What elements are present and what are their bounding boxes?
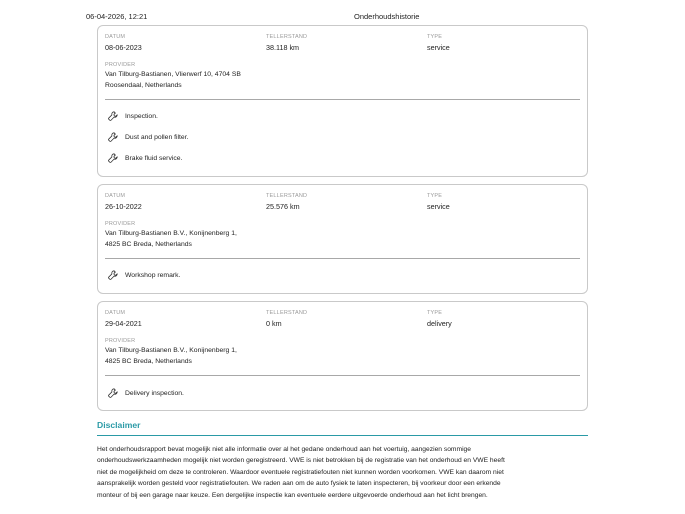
divider bbox=[105, 99, 580, 100]
provider-line: 4825 BC Breda, Netherlands bbox=[105, 241, 192, 248]
disclaimer-divider bbox=[97, 435, 588, 436]
disclaimer-title: Disclaimer bbox=[97, 420, 141, 430]
record-date: 29-04-2021 bbox=[105, 319, 142, 328]
provider-line: 4825 BC Breda, Netherlands bbox=[105, 358, 192, 365]
maintenance-record-2 bbox=[97, 184, 588, 294]
mileage-label: TELLERSTAND bbox=[266, 34, 308, 40]
service-item-label: Brake fluid service. bbox=[125, 154, 183, 162]
provider-label: PROVIDER bbox=[105, 221, 136, 227]
disclaimer-line: aansprakelijk worden gesteld voor registratiefouten. We raden aan om de auto fysiek te laten inspecteren, bij voorkeur door een erkende bbox=[97, 480, 501, 488]
disclaimer-line: onderhoudswerkzaamheden mogelijk niet worden geregistreerd. VWE is niet betrokken bij de registratie van het onderhoud en VWE heeft bbox=[97, 457, 505, 465]
service-item bbox=[107, 130, 188, 144]
service-item-label: Inspection. bbox=[125, 112, 158, 120]
provider-line: Van Tilburg-Bastianen B.V., Konijnenberg 1, bbox=[105, 347, 237, 354]
service-item bbox=[107, 151, 182, 165]
record-provider bbox=[105, 69, 275, 91]
service-item-label: Delivery inspection. bbox=[125, 389, 184, 397]
record-mileage: 38.118 km bbox=[266, 43, 300, 52]
wrench-icon bbox=[107, 152, 119, 164]
record-provider bbox=[105, 228, 275, 250]
wrench-icon bbox=[107, 110, 119, 122]
type-label: TYPE bbox=[427, 310, 443, 316]
wrench-icon bbox=[107, 131, 119, 143]
page-title: Onderhoudshistorie bbox=[354, 12, 420, 21]
maintenance-record-1 bbox=[97, 25, 588, 177]
disclaimer-line: niet de mogelijkheid om deze te controleren. Waardoor eventuele registratiefouten niet kunnen worden voorkomen. VWE kan daarom niet bbox=[97, 468, 504, 476]
divider bbox=[105, 258, 580, 259]
type-label: TYPE bbox=[427, 193, 443, 199]
record-date: 08-06-2023 bbox=[105, 43, 142, 52]
record-type: service bbox=[427, 43, 450, 52]
provider-label: PROVIDER bbox=[105, 338, 136, 344]
wrench-icon bbox=[107, 269, 119, 281]
type-label: TYPE bbox=[427, 34, 443, 40]
wrench-icon bbox=[107, 387, 119, 399]
date-label: DATUM bbox=[105, 34, 126, 40]
date-label: DATUM bbox=[105, 193, 126, 199]
provider-line: Van Tilburg-Bastianen, Vlierwerf 10, 4704 SB bbox=[105, 71, 241, 78]
record-date: 26-10-2022 bbox=[105, 202, 142, 211]
service-item-label: Dust and pollen filter. bbox=[125, 133, 189, 141]
provider-label: PROVIDER bbox=[105, 62, 136, 68]
date-label: DATUM bbox=[105, 310, 126, 316]
print-date: 06-04-2026, 12:21 bbox=[86, 12, 148, 21]
service-item-label: Workshop remark. bbox=[125, 271, 181, 279]
disclaimer-line: monteur of bij een garage naar keuze. Een dergelijke inspectie kan eventuele eerdere uitgevoerde onderhoud aan het licht brengen. bbox=[97, 491, 488, 499]
record-type: delivery bbox=[427, 319, 452, 328]
record-provider bbox=[105, 345, 275, 367]
service-item bbox=[107, 268, 180, 282]
record-mileage: 0 km bbox=[266, 319, 282, 328]
record-type: service bbox=[427, 202, 450, 211]
divider bbox=[105, 375, 580, 376]
mileage-label: TELLERSTAND bbox=[266, 193, 308, 199]
maintenance-record-3 bbox=[97, 301, 588, 411]
disclaimer-text bbox=[97, 444, 588, 501]
record-mileage: 25.576 km bbox=[266, 202, 300, 211]
provider-line: Roosendaal, Netherlands bbox=[105, 82, 182, 89]
service-item bbox=[107, 386, 184, 400]
mileage-label: TELLERSTAND bbox=[266, 310, 308, 316]
provider-line: Van Tilburg-Bastianen B.V., Konijnenberg 1, bbox=[105, 230, 237, 237]
service-item bbox=[107, 109, 158, 123]
disclaimer-line: Het onderhoudsrapport bevat mogelijk niet alle informatie over al het gedane onderhoud aan het voertuig, aangezien sommige bbox=[97, 446, 471, 453]
